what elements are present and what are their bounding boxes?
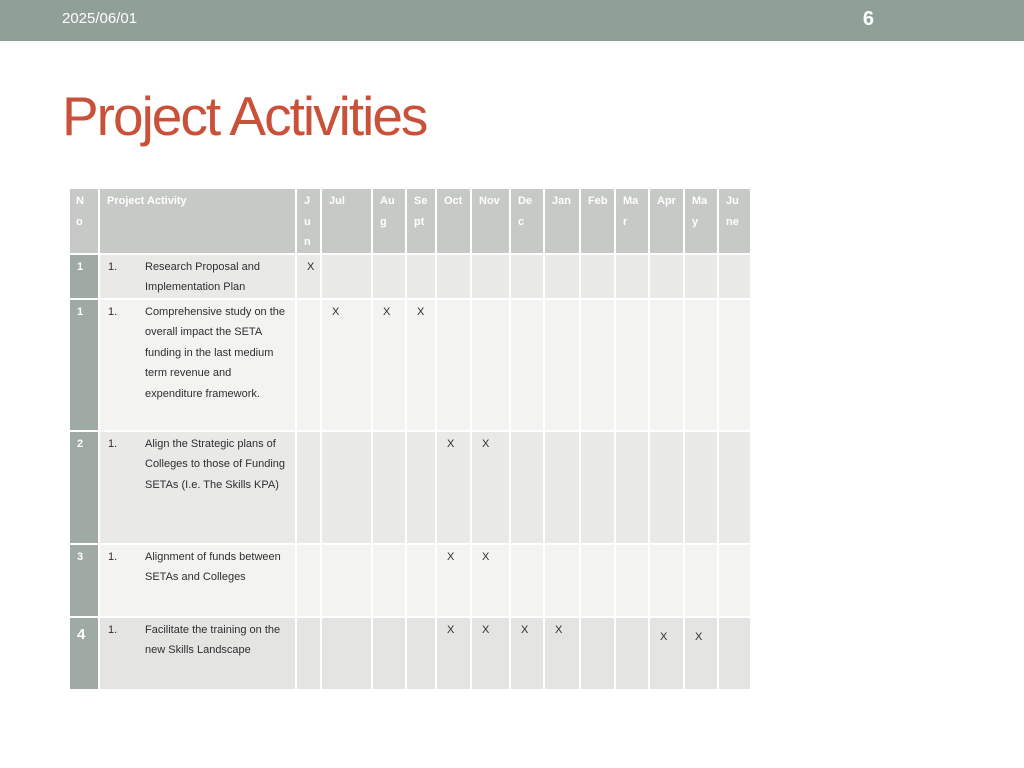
column-header-activity: Project Activity [99,188,296,254]
schedule-mark-cell [372,254,406,299]
schedule-mark-cell: X [510,617,544,690]
column-header-month: Ju ne [718,188,751,254]
column-header-month: Au g [372,188,406,254]
schedule-mark-cell [510,254,544,299]
activity-cell [99,299,296,431]
column-header-month: Feb [580,188,615,254]
schedule-mark-cell: X [684,617,718,690]
schedule-mark-cell: X [471,617,510,690]
schedule-mark-cell [321,617,372,690]
schedule-mark-cell [544,544,580,617]
schedule-mark-cell [684,254,718,299]
table-row [69,544,751,617]
activity-cell [99,544,296,617]
column-header-month: Nov [471,188,510,254]
schedule-mark-cell: X [296,254,321,299]
schedule-mark-cell [406,617,436,690]
column-header-month: Ma y [684,188,718,254]
schedule-mark-cell: X [436,544,471,617]
table-header-row [69,188,751,254]
schedule-mark-cell: X [436,431,471,544]
activity-cell [99,617,296,690]
row-number: 1 [69,299,99,431]
row-number: 3 [69,544,99,617]
schedule-mark-cell [406,431,436,544]
row-number: 4 [69,617,99,690]
activity-schedule-table [68,187,752,691]
activity-item-number: 1. [108,623,118,636]
schedule-mark-cell [718,544,751,617]
activity-description: Alignment of funds between SETAs and Colleges [145,550,281,583]
activity-item-number: 1. [108,437,118,450]
schedule-mark-cell [649,431,684,544]
schedule-mark-cell [296,544,321,617]
schedule-mark-cell [510,431,544,544]
schedule-mark-cell [615,544,649,617]
schedule-mark-cell [718,617,751,690]
table-row [69,254,751,299]
activity-description: Facilitate the training on the new Skills Landscape [145,623,281,656]
schedule-mark-cell: X [406,299,436,431]
slide-page-number: 6 [862,8,874,30]
schedule-mark-cell [580,254,615,299]
schedule-mark-cell [580,299,615,431]
slide-header-bar [0,0,1024,41]
activity-item-number: 1. [108,260,118,273]
schedule-mark-cell [718,299,751,431]
column-header-month: De c [510,188,544,254]
schedule-mark-cell: X [649,617,684,690]
schedule-mark-cell [372,617,406,690]
table-row [69,431,751,544]
column-header-month: J u n [296,188,321,254]
column-header-month: Ma r [615,188,649,254]
schedule-mark-cell [436,299,471,431]
activity-item-number: 1. [108,305,118,318]
column-header-month: Jul [321,188,372,254]
activity-cell [99,431,296,544]
column-header-month: Oct [436,188,471,254]
schedule-mark-cell [321,544,372,617]
schedule-mark-cell [649,544,684,617]
table-row [69,299,751,431]
schedule-mark-cell [406,254,436,299]
schedule-mark-cell [471,254,510,299]
schedule-mark-cell [296,431,321,544]
schedule-mark-cell [296,299,321,431]
column-header-month: Jan [544,188,580,254]
schedule-mark-cell [544,254,580,299]
schedule-mark-cell: X [471,544,510,617]
schedule-mark-cell [615,254,649,299]
schedule-mark-cell [580,544,615,617]
activity-item-number: 1. [108,550,118,563]
page-title: Project Activities [62,85,427,147]
schedule-mark-cell [510,544,544,617]
schedule-mark-cell [544,299,580,431]
schedule-mark-cell [684,544,718,617]
column-header-month: Se pt [406,188,436,254]
activity-description: Research Proposal and Implementation Plan [145,260,260,293]
schedule-mark-cell [718,254,751,299]
schedule-mark-cell [544,431,580,544]
row-number: 2 [69,431,99,544]
schedule-mark-cell: X [436,617,471,690]
row-number: 1 [69,254,99,299]
slide-date: 2025/06/01 [62,10,138,27]
schedule-mark-cell [471,299,510,431]
column-header-month: Apr [649,188,684,254]
schedule-mark-cell [296,617,321,690]
column-header-no: N o [69,188,99,254]
schedule-mark-cell: X [471,431,510,544]
schedule-mark-cell [684,431,718,544]
schedule-mark-cell [372,544,406,617]
schedule-mark-cell [321,431,372,544]
schedule-mark-cell: X [372,299,406,431]
schedule-mark-cell [372,431,406,544]
activity-description: Align the Strategic plans of Colleges to those of Funding SETAs (I.e. The Skills KPA) [145,437,286,491]
schedule-mark-cell: X [321,299,372,431]
activity-description: Comprehensive study on the overall impact the SETA funding in the last medium term revenue and expenditure framework. [145,305,286,400]
schedule-mark-cell [321,254,372,299]
schedule-mark-cell [684,299,718,431]
schedule-mark-cell [649,254,684,299]
schedule-mark-cell [615,431,649,544]
schedule-mark-cell [580,431,615,544]
schedule-mark-cell [718,431,751,544]
schedule-mark-cell [510,299,544,431]
activity-cell [99,254,296,299]
schedule-mark-cell [615,299,649,431]
schedule-mark-cell: X [544,617,580,690]
schedule-mark-cell [649,299,684,431]
schedule-mark-cell [580,617,615,690]
schedule-mark-cell [406,544,436,617]
schedule-mark-cell [615,617,649,690]
table-row [69,617,751,690]
schedule-mark-cell [436,254,471,299]
